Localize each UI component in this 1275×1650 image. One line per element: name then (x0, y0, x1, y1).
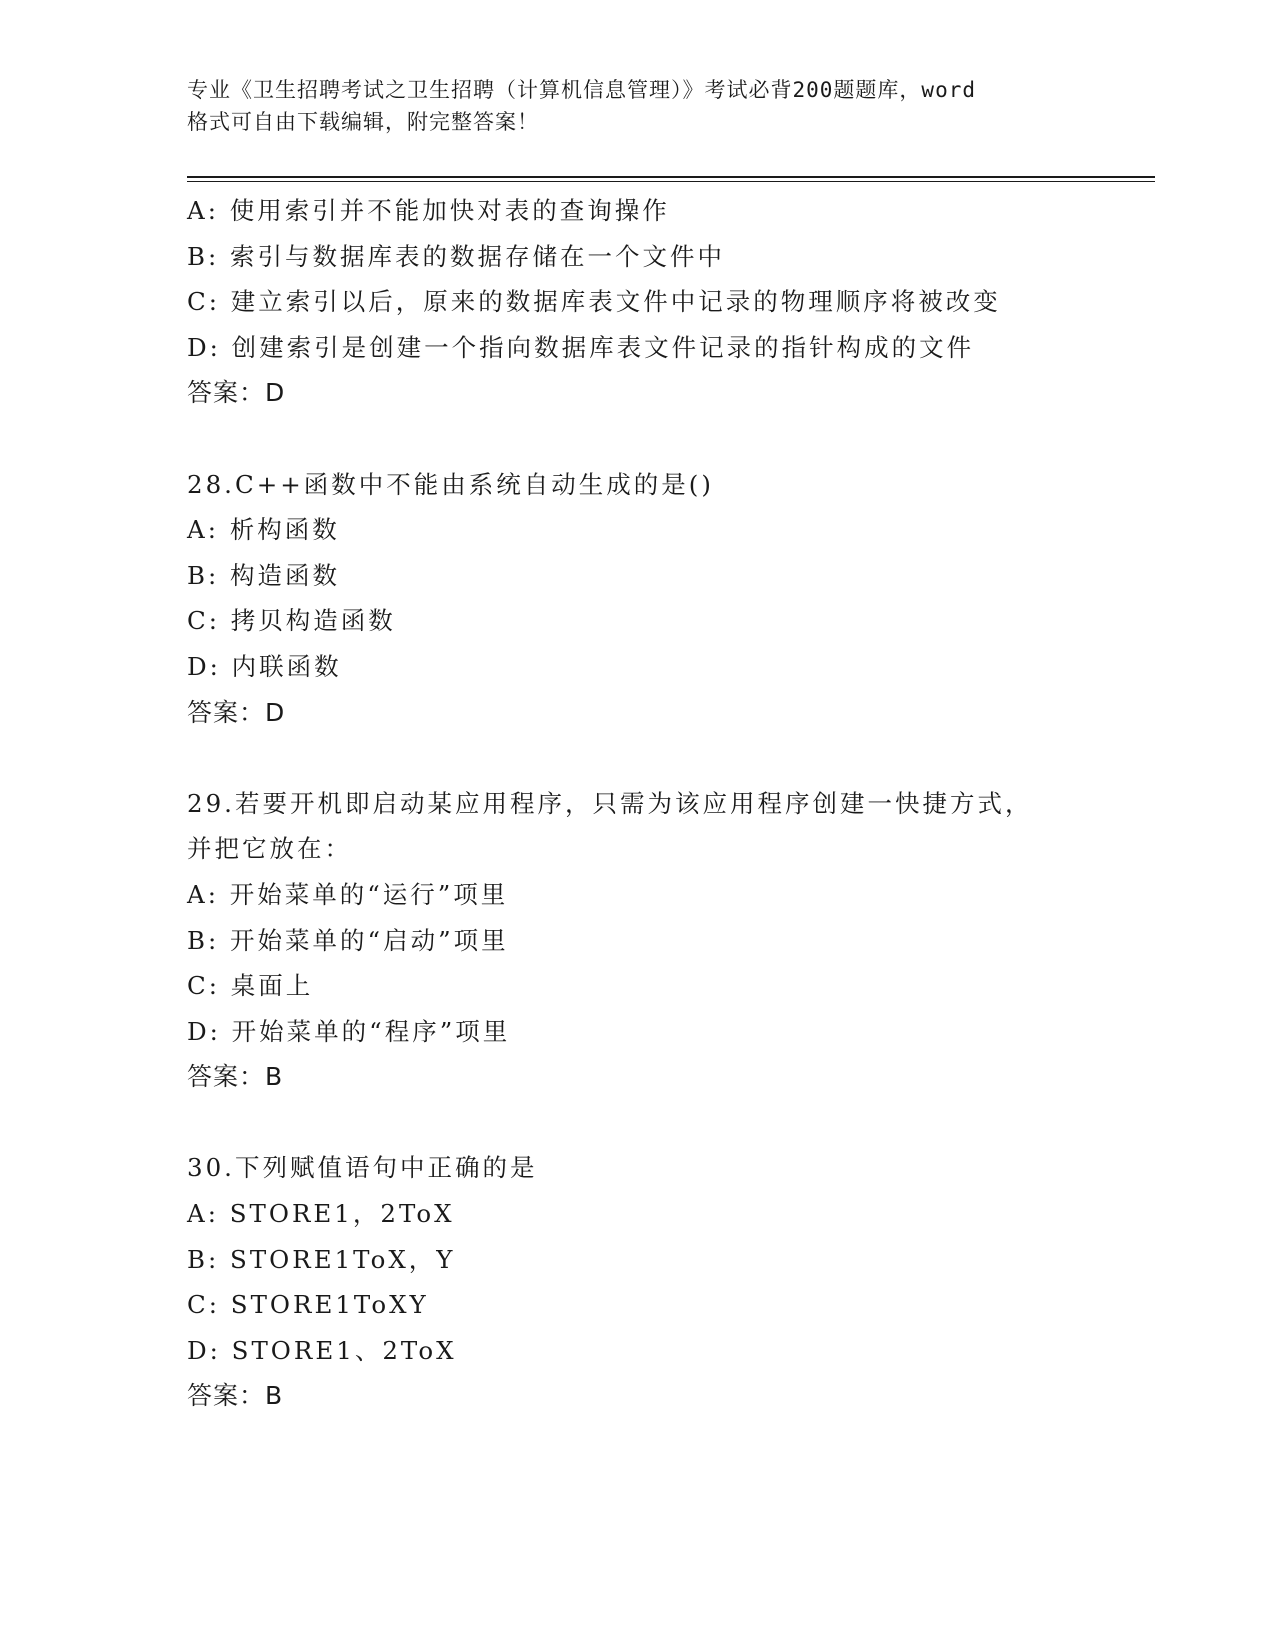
answer: 答案：B (187, 1381, 284, 1411)
option-b: B: STORE1ToX，Y (187, 1244, 456, 1274)
question-content (187, 188, 1117, 1419)
spacer (187, 416, 1117, 462)
question-text: 30.下列赋值语句中正确的是 (187, 1153, 538, 1183)
question-27-tail (187, 188, 1117, 416)
option-a: A: 析构函数 (187, 515, 340, 545)
header-title-line-2: 格式可自由下载编辑，附完整答案！ (187, 110, 539, 134)
option-b: B: 构造函数 (187, 560, 341, 590)
option-c: C: 桌面上 (187, 971, 314, 1001)
spacer (187, 735, 1117, 781)
option-c: C: STORE1ToXY (187, 1290, 429, 1320)
divider-thin (187, 181, 1155, 182)
question-text-line-1: 29.若要开机即启动某应用程序，只需为该应用程序创建一快捷方式， (187, 788, 1033, 818)
answer: 答案：D (187, 378, 286, 408)
header-divider (187, 176, 1155, 182)
option-d: D: 开始菜单的“程序”项里 (187, 1016, 511, 1046)
option-b: B: 索引与数据库表的数据存储在一个文件中 (187, 241, 726, 271)
option-a: A: 开始菜单的“运行”项里 (187, 879, 509, 909)
option-c: C: 建立索引以后，原来的数据库表文件中记录的物理顺序将被改变 (187, 287, 1001, 317)
document-header (187, 74, 1087, 138)
answer: 答案：D (187, 697, 286, 727)
answer: 答案：B (187, 1062, 284, 1092)
divider-thick (187, 176, 1155, 178)
option-a: A: STORE1，2ToX (187, 1199, 455, 1229)
option-b: B: 开始菜单的“启动”项里 (187, 925, 509, 955)
option-d: D: STORE1、2ToX (187, 1335, 457, 1365)
question-29 (187, 781, 1117, 1100)
header-title-line-1: 专业《卫生招聘考试之卫生招聘（计算机信息管理）》考试必背200题题库，word (187, 78, 976, 102)
option-a: A: 使用索引并不能加快对表的查询操作 (187, 196, 670, 225)
question-text-line-2: 并把它放在： (187, 834, 352, 864)
question-text: 28.C++函数中不能由系统自动生成的是() (187, 469, 714, 499)
option-c: C: 拷贝构造函数 (187, 606, 396, 636)
question-28 (187, 462, 1117, 736)
spacer (187, 1100, 1117, 1146)
option-d: D: 内联函数 (187, 651, 342, 681)
question-30 (187, 1145, 1117, 1419)
option-d: D: 创建索引是创建一个指向数据库表文件记录的指针构成的文件 (187, 332, 975, 362)
